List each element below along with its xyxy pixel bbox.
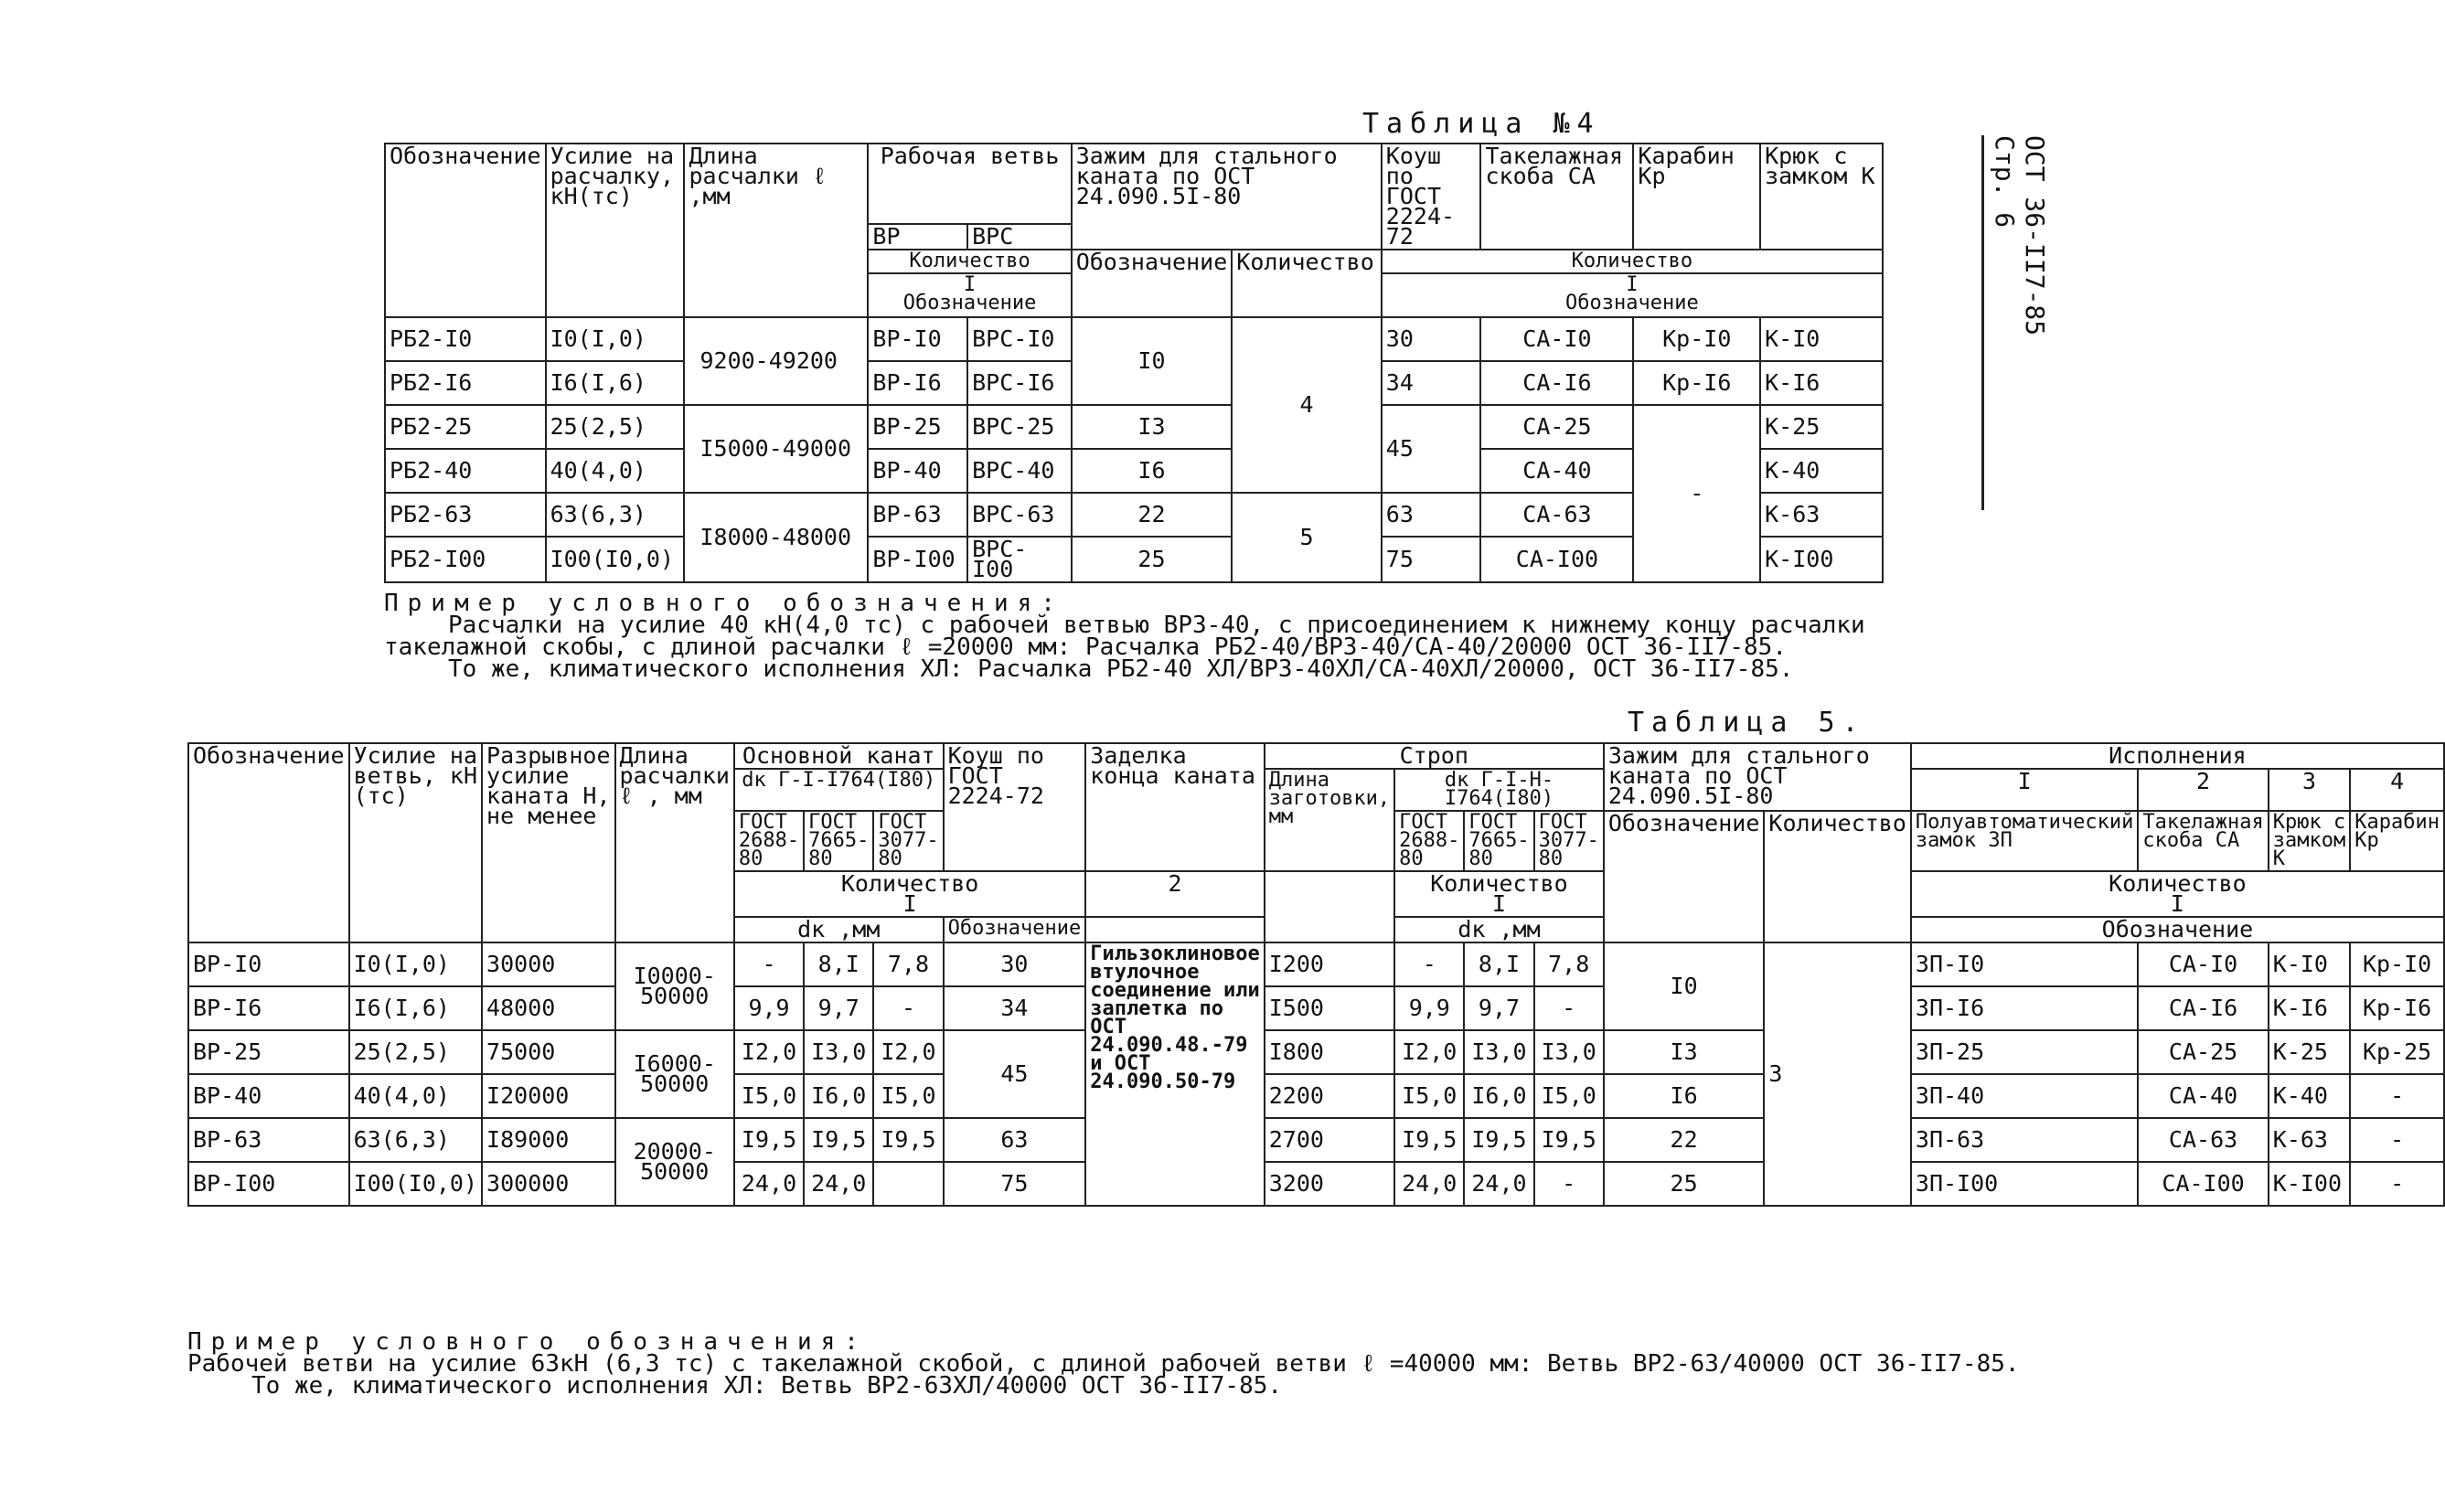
table-cell: -: [2350, 1162, 2444, 1206]
table-cell: РБ2-63: [385, 493, 546, 537]
table-cell: 63: [944, 1118, 1086, 1162]
table-cell: I0(I,0): [349, 942, 482, 986]
table-cell: СА-I0: [2138, 942, 2268, 986]
table-cell: I0: [1072, 317, 1233, 405]
table4-example: [384, 590, 1938, 683]
t4-h-vrs: ВРС: [967, 224, 1072, 250]
table-cell: I5,0: [734, 1074, 804, 1118]
t4-h-shackle: Такелажная скоба СА: [1480, 144, 1633, 250]
table-cell: 9,7: [1464, 986, 1533, 1030]
table-cell: СА-25: [1480, 405, 1633, 449]
t4-h-force: Усилие на расчалку, кН(тс): [546, 144, 685, 317]
table-cell: 75: [944, 1162, 1086, 1206]
table-cell: К-I6: [1760, 361, 1883, 405]
table-cell: ВР-40: [868, 449, 967, 493]
table-cell: 5: [1232, 493, 1382, 582]
table-cell: I20000: [482, 1074, 614, 1118]
table-cell: 22: [1072, 493, 1233, 537]
table-cell: I3: [1604, 1030, 1765, 1074]
t5-h-rope2: dк Г-I-Н-I764(I80): [1394, 769, 1604, 811]
table-cell: I6(I,6): [349, 986, 482, 1030]
table-cell: 75: [1382, 537, 1481, 582]
table-cell: К-I0: [2269, 942, 2350, 986]
table-cell: СА-40: [1480, 449, 1633, 493]
t5-h-desig: Обозначение: [1911, 917, 2444, 942]
table-cell: I8000-48000: [684, 493, 868, 582]
t5-h-clamp: Зажим для стального каната по ОСТ 24.090.5I-80: [1604, 743, 1911, 811]
table-cell: ВРС-63: [967, 493, 1072, 537]
table-cell: ВР-I0: [188, 942, 349, 986]
table-cell: РБ2-I6: [385, 361, 546, 405]
t5-h-clamp-desig: Обозначение: [1604, 811, 1765, 942]
table-cell: ВРС-I0: [967, 317, 1072, 361]
table-cell: РБ2-I0: [385, 317, 546, 361]
table-cell: I6(I,6): [546, 361, 685, 405]
t5-h-g2688: ГОСТ 2688-80: [734, 811, 804, 871]
table-cell: СА-I0: [1480, 317, 1633, 361]
t4-h-qty2: Количество: [1382, 250, 1883, 273]
table-cell: ВР-63: [868, 493, 967, 537]
t5-h-carabiner: Карабин Кр: [2350, 811, 2444, 871]
table-cell: К-I0: [1760, 317, 1883, 361]
table-cell: СА-I6: [1480, 361, 1633, 405]
t5-h-dk2: dк ,мм: [1394, 917, 1604, 942]
table-cell: I5000-49000: [684, 405, 868, 493]
table-cell: ВР-I6: [868, 361, 967, 405]
table-row: [188, 1030, 2444, 1074]
table-row: [188, 1118, 2444, 1162]
table-cell: К-I00: [2269, 1162, 2350, 1206]
table-cell: 24,0: [734, 1162, 804, 1206]
t4-h-clamp-qty: Количество: [1232, 250, 1382, 317]
table-cell: ВРС-I00: [967, 537, 1072, 582]
t5-h-qty: Количество I: [734, 871, 1085, 917]
table-cell: I00(I0,0): [349, 1162, 482, 1206]
table-cell: ВР-I6: [188, 986, 349, 1030]
t4-h-vr: ВР: [868, 224, 967, 250]
table-cell: I9,5: [1394, 1118, 1464, 1162]
table4-title: Таблица №4: [1362, 108, 1601, 140]
table-cell: 25: [1604, 1162, 1765, 1206]
t4-h-carabiner: Карабин Кр: [1633, 144, 1760, 250]
table-cell: 9,9: [1394, 986, 1464, 1030]
table-cell: 24,0: [1394, 1162, 1464, 1206]
t5-h-desig-thimble: Обозначение: [944, 917, 1086, 942]
t4-h-working: Рабочая ветвь: [868, 144, 1071, 224]
table-cell: ВР-I00: [868, 537, 967, 582]
table-cell: СА-I00: [2138, 1162, 2268, 1206]
side-stamp: [1981, 135, 2050, 510]
t5-h-thimble: Коуш по ГОСТ 2224-72: [944, 743, 1086, 871]
table-cell: 7,8: [873, 942, 943, 986]
table-cell: 20000-50000: [615, 1118, 734, 1206]
table-cell: СА-63: [2138, 1118, 2268, 1162]
t5-h2-g2688: ГОСТ 2688-80: [1394, 811, 1464, 871]
table-cell: СА-25: [2138, 1030, 2268, 1074]
table-cell: 7,8: [1534, 942, 1604, 986]
table-cell: Кр-I6: [2350, 986, 2444, 1030]
t4-h-clamp: Зажим для стального каната по ОСТ 24.090.5I-80: [1072, 144, 1382, 250]
table-cell: 9,9: [734, 986, 804, 1030]
table-cell: К-63: [1760, 493, 1883, 537]
table-cell: -: [734, 942, 804, 986]
t5-h-versions: Исполнения: [1911, 743, 2444, 769]
table-cell: I200: [1265, 942, 1394, 986]
table5: [187, 742, 2445, 1207]
table-cell: ВР-40: [188, 1074, 349, 1118]
t5-h-v2: 2: [2138, 769, 2268, 811]
t4-example-line1: Расчалки на усилие 40 кН(4,0 тс) с рабочей ветвью ВР3-40, с присоединением к нижнему концу расчалки: [448, 612, 1865, 639]
t5-example-line1: Рабочей ветви на усилие 63кН (6,3 тс) с такелажной скобой, с длиной рабочей ветви ℓ =40000 мм: Ветвь ВР2-63/40000 ОСТ 36-II7-85.: [187, 1350, 2020, 1378]
table-cell: -: [1534, 1162, 1604, 1206]
table-cell: ЗП-I0: [1911, 942, 2138, 986]
table-cell: I9,5: [873, 1118, 943, 1162]
table-cell: 4: [1232, 317, 1382, 493]
table-cell: I500: [1265, 986, 1394, 1030]
table-cell: 34: [944, 986, 1086, 1030]
table-cell: Кр-I6: [1633, 361, 1760, 405]
table-cell: 8,I: [804, 942, 873, 986]
table-cell: 9,7: [804, 986, 873, 1030]
table-cell: I3: [1072, 405, 1233, 449]
table-cell: ВР-I00: [188, 1162, 349, 1206]
t5-h-blank: Длина заготовки, мм: [1265, 769, 1394, 871]
table-cell: ЗП-40: [1911, 1074, 2138, 1118]
t5-h-dk: dк ,мм: [734, 917, 944, 942]
t5-h2-g3077: ГОСТ 3077-80: [1534, 811, 1604, 871]
t5-h-g3077: ГОСТ 3077-80: [873, 811, 943, 871]
table-cell: ЗП-I6: [1911, 986, 2138, 1030]
table-cell: 22: [1604, 1118, 1765, 1162]
table-cell: I5,0: [1534, 1074, 1604, 1118]
t5-h-blank-gap: [1265, 871, 1394, 942]
table5-title: Таблица 5.: [1628, 707, 1866, 739]
table-cell: 9200-49200: [684, 317, 868, 405]
table4: [384, 143, 1884, 583]
table-cell: -: [2350, 1118, 2444, 1162]
table-cell: ВРС-40: [967, 449, 1072, 493]
t5-h-hook: Крюк с замком К: [2269, 811, 2350, 871]
table-cell: 48000: [482, 986, 614, 1030]
t5-h-v3: 3: [2269, 769, 2350, 811]
table-cell: Кр-I0: [1633, 317, 1760, 361]
table-cell: I3,0: [804, 1030, 873, 1074]
table-cell: РБ2-I00: [385, 537, 546, 582]
t5-h-breaking: Разрывное усилие каната Н, не менее: [482, 743, 614, 942]
table-cell: 63: [1382, 493, 1481, 537]
table-cell: I9,5: [734, 1118, 804, 1162]
t5-h-semi: Полуавтоматический замок ЗП: [1911, 811, 2138, 871]
table-cell: I00(I0,0): [546, 537, 685, 582]
table-cell: I0: [1604, 942, 1765, 1030]
t5-h-end-gap: [1085, 917, 1264, 942]
table-row: [188, 986, 2444, 1030]
t5-h-rope1: dк Г-I-I764(I80): [734, 769, 944, 811]
t4-h-designation: Обозначение: [385, 144, 546, 317]
table-cell: I5,0: [1394, 1074, 1464, 1118]
table-cell: I2,0: [1394, 1030, 1464, 1074]
table-cell: К-I6: [2269, 986, 2350, 1030]
table-cell: К-25: [1760, 405, 1883, 449]
table-cell: К-I00: [1760, 537, 1883, 582]
table-cell: РБ2-25: [385, 405, 546, 449]
table-cell: I9,5: [1534, 1118, 1604, 1162]
table-row: [188, 1074, 2444, 1118]
t5-h-length: Длина расчалки ℓ , мм: [615, 743, 734, 942]
table-cell: I0(I,0): [546, 317, 685, 361]
table-cell: 40(4,0): [546, 449, 685, 493]
table-cell: [873, 1162, 943, 1206]
table-cell: I89000: [482, 1118, 614, 1162]
table-cell: Кр-25: [2350, 1030, 2444, 1074]
table-cell: 75000: [482, 1030, 614, 1074]
table-cell: 24,0: [804, 1162, 873, 1206]
table-cell: Кр-I0: [2350, 942, 2444, 986]
table-cell: I0000-50000: [615, 942, 734, 1030]
table-cell: СА-I00: [1480, 537, 1633, 582]
table-cell: I6000-50000: [615, 1030, 734, 1118]
table-cell: 25(2,5): [546, 405, 685, 449]
t5-h-sling: Строп: [1265, 743, 1604, 769]
t5-h-two: 2: [1085, 871, 1264, 917]
table-cell: Гильзоклиновое втулочное соединение или заплетка по ОСТ 24.090.48.-79 и ОСТ 24.090.50-79: [1085, 942, 1264, 1206]
table-cell: 63(6,3): [546, 493, 685, 537]
t5-h-force: Усилие на ветвь, кН (тс): [349, 743, 482, 942]
t5-h-qty3: Количество I: [1911, 871, 2444, 917]
t4-h-thimble: Коуш по ГОСТ 2224-72: [1382, 144, 1481, 250]
t4-h-qty: Количество: [868, 250, 1071, 273]
doc-number: ОСТ 36-II7-85: [2020, 135, 2050, 336]
table-cell: 63(6,3): [349, 1118, 482, 1162]
t4-example-line3: То же, климатического исполнения ХЛ: Расчалка РБ2-40 ХЛ/ВР3-40ХЛ/СА-40ХЛ/20000, ОСТ 36-II7-85.: [448, 655, 1794, 683]
table-cell: ЗП-63: [1911, 1118, 2138, 1162]
t4-h-length: Длина расчалки ℓ ,мм: [684, 144, 868, 317]
table-cell: I6: [1604, 1074, 1765, 1118]
table-cell: I3,0: [1464, 1030, 1533, 1074]
table-row: [385, 405, 1883, 449]
t4-h-desig2: I Обозначение: [1382, 273, 1883, 317]
table-cell: 300000: [482, 1162, 614, 1206]
table-cell: ВР-63: [188, 1118, 349, 1162]
t4-example-line2: такелажной скобы, с длиной расчалки ℓ =20000 мм: Расчалка РБ2-40/ВР3-40/СА-40/20000 ОСТ 36-II7-85.: [384, 634, 1787, 661]
table-cell: I2,0: [873, 1030, 943, 1074]
t5-h-v1: I: [1911, 769, 2138, 811]
table-cell: I2,0: [734, 1030, 804, 1074]
table-cell: 8,I: [1464, 942, 1533, 986]
t5-h-designation: Обозначение: [188, 743, 349, 942]
table-cell: 24,0: [1464, 1162, 1533, 1206]
table-cell: 34: [1382, 361, 1481, 405]
t4-h-desig: I Обозначение: [868, 273, 1071, 317]
t5-h-qty2: Количество I: [1394, 871, 1604, 917]
table-cell: -: [1534, 986, 1604, 1030]
t4-h-hook: Крюк с замком К: [1760, 144, 1883, 250]
table-row: [188, 1162, 2444, 1206]
table-cell: ВРС-I6: [967, 361, 1072, 405]
t5-h-main-rope: Основной канат: [734, 743, 944, 769]
t5-h-g7665: ГОСТ 7665-80: [804, 811, 873, 871]
table-cell: 45: [1382, 405, 1481, 493]
table-cell: ВР-I0: [868, 317, 967, 361]
t4-h-clamp-desig: Обозначение: [1072, 250, 1233, 317]
table-cell: ЗП-25: [1911, 1030, 2138, 1074]
table-cell: 45: [944, 1030, 1086, 1118]
table-cell: ВР-25: [188, 1030, 349, 1074]
t5-example-title: Пример условного обозначения:: [187, 1328, 868, 1356]
table-cell: ВРС-25: [967, 405, 1072, 449]
table-cell: СА-40: [2138, 1074, 2268, 1118]
table-cell: 2200: [1265, 1074, 1394, 1118]
table5-example: [187, 1328, 2108, 1400]
table-row: [385, 317, 1883, 361]
table-cell: 3200: [1265, 1162, 1394, 1206]
table-cell: 25: [1072, 537, 1233, 582]
table-cell: СА-63: [1480, 493, 1633, 537]
table-cell: К-40: [2269, 1074, 2350, 1118]
table-cell: -: [873, 986, 943, 1030]
t4-example-title: Пример условного обозначения:: [384, 590, 1064, 617]
table-cell: -: [2350, 1074, 2444, 1118]
table-cell: ВР-25: [868, 405, 967, 449]
table-cell: К-40: [1760, 449, 1883, 493]
table-cell: К-25: [2269, 1030, 2350, 1074]
table-cell: I800: [1265, 1030, 1394, 1074]
table-cell: 30: [1382, 317, 1481, 361]
table-cell: РБ2-40: [385, 449, 546, 493]
t5-example-line2: То же, климатического исполнения ХЛ: Ветвь ВР2-63ХЛ/40000 ОСТ 36-II7-85.: [251, 1372, 1283, 1400]
table-cell: СА-I6: [2138, 986, 2268, 1030]
page-number: Стр. 6: [1990, 135, 2020, 229]
table-cell: -: [1633, 405, 1760, 582]
table-cell: I3,0: [1534, 1030, 1604, 1074]
table-cell: 25(2,5): [349, 1030, 482, 1074]
table-cell: 30000: [482, 942, 614, 986]
table-cell: -: [1394, 942, 1464, 986]
table-cell: 3: [1764, 942, 1911, 1206]
table-cell: I9,5: [804, 1118, 873, 1162]
table-cell: I5,0: [873, 1074, 943, 1118]
table-row: [188, 942, 2444, 986]
t5-h2-g7665: ГОСТ 7665-80: [1464, 811, 1533, 871]
t5-h-v4: 4: [2350, 769, 2444, 811]
table-cell: I6: [1072, 449, 1233, 493]
t5-h-shackle: Такелажная скоба СА: [2138, 811, 2268, 871]
t5-h-end: Заделка конца каната: [1085, 743, 1264, 871]
table-cell: 30: [944, 942, 1086, 986]
table-cell: 2700: [1265, 1118, 1394, 1162]
table-cell: I6,0: [804, 1074, 873, 1118]
table-cell: 40(4,0): [349, 1074, 482, 1118]
table-cell: I6,0: [1464, 1074, 1533, 1118]
table-cell: К-63: [2269, 1118, 2350, 1162]
t5-h-clamp-qty: Количество: [1764, 811, 1911, 942]
table-cell: ЗП-I00: [1911, 1162, 2138, 1206]
table-cell: I9,5: [1464, 1118, 1533, 1162]
